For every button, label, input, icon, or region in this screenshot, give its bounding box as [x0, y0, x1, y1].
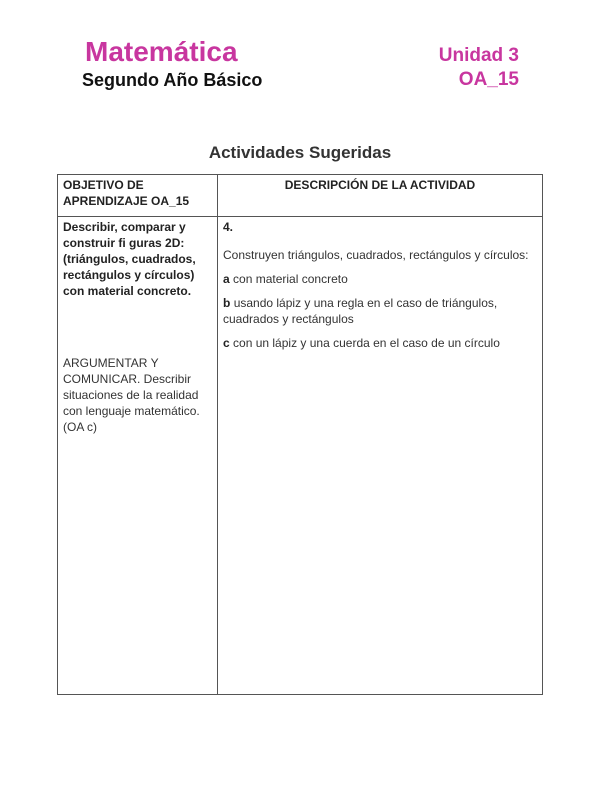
table-row — [58, 217, 543, 695]
activity-table — [57, 174, 543, 695]
activity-item-b — [223, 295, 537, 327]
activity-item-a — [223, 271, 537, 287]
activity-intro: Construyen triángulos, cuadrados, rectángulos y círculos: — [223, 248, 529, 262]
description-cell — [218, 217, 543, 695]
activity-item-text: con material concreto — [233, 272, 348, 286]
objective-cell — [58, 217, 218, 695]
objective-text: Describir, comparar y construir fi guras 2D: (triángulos, cuadrados, rectángulos y círculos) con material concreto. — [63, 220, 196, 298]
section-title: Actividades Sugeridas — [208, 143, 392, 162]
activity-item-letter: b — [223, 296, 231, 310]
activity-item-letter: a — [223, 272, 230, 286]
activity-item-letter: c — [223, 336, 230, 350]
activity-item-text: usando lápiz y una regla en el caso de triángulos, cuadrados y rectángulos — [223, 296, 498, 326]
table-header-row — [58, 175, 543, 217]
unit-label: Unidad 3 — [438, 45, 519, 66]
objective-code: OA_15 — [458, 69, 519, 90]
subject-title: Matemática — [85, 36, 238, 67]
skill-text: ARGUMENTAR Y COMUNICAR. Describir situaciones de la realidad con lenguaje matemático. (OA c) — [63, 356, 200, 434]
description-header: DESCRIPCIÓN DE LA ACTIVIDAD — [218, 175, 543, 217]
grade-subtitle: Segundo Año Básico — [82, 70, 263, 90]
activity-item-c — [223, 335, 537, 351]
activity-number: 4. — [223, 220, 234, 234]
objective-header: OBJETIVO DE APRENDIZAJE OA_15 — [58, 175, 218, 217]
activity-item-text: con un lápiz y una cuerda en el caso de un círculo — [233, 336, 500, 350]
